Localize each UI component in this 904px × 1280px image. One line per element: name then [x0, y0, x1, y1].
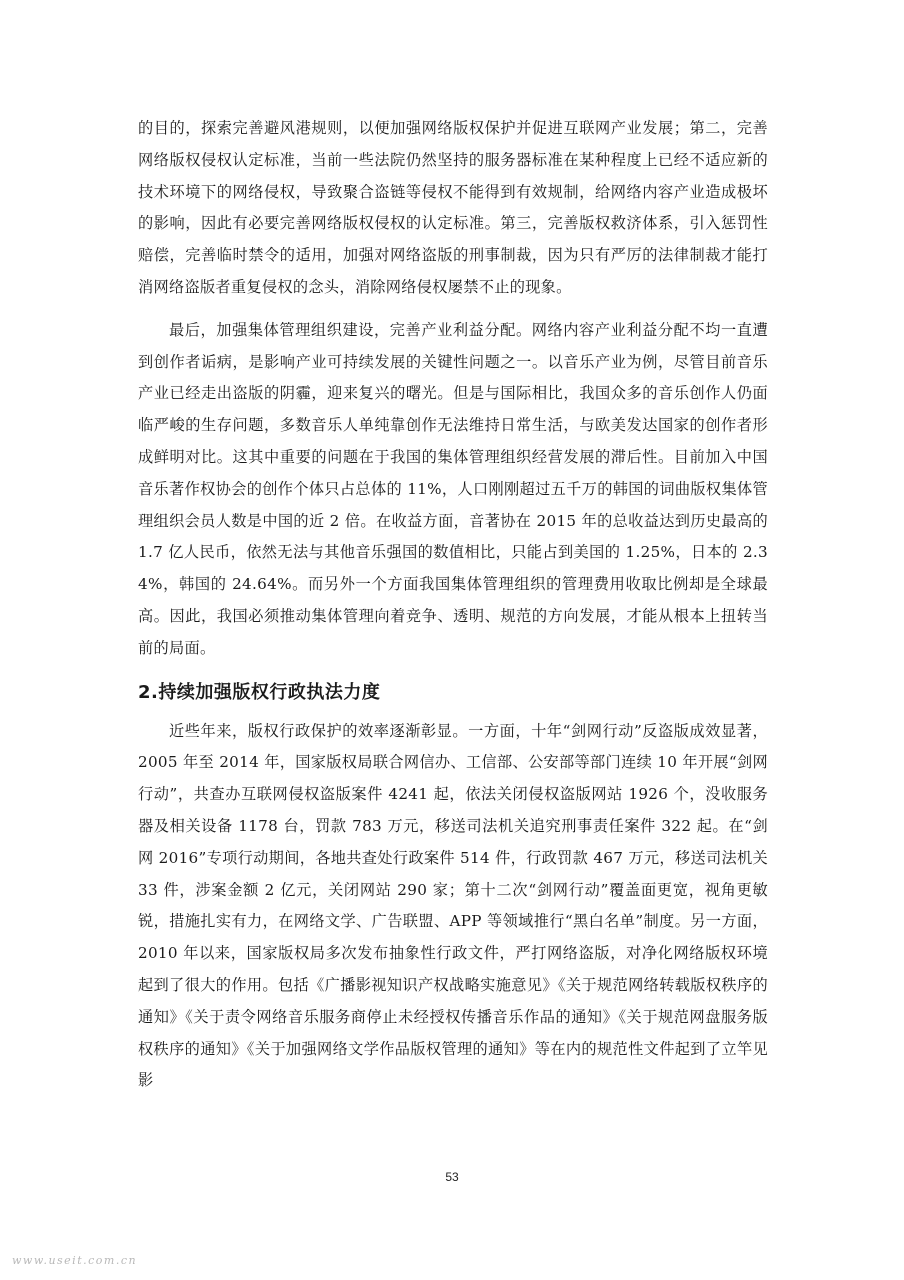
document-body	[138, 113, 768, 1097]
site-watermark: www.useit.com.cn	[12, 1254, 138, 1267]
paragraph-administrative-enforcement: 近些年来，版权行政保护的效率逐渐彰显。一方面，十年“剑网行动”反盗版成效显著，2005 年至 2014 年，国家版权局联合网信办、工信部、公安部等部门连续 10 年开展“剑网行动”，共查办互联网侵权盗版案件 4241 起，依法关闭侵权盗版网站 1926 个，没收服务器及相关设备 1178 台，罚款 783 万元，移送司法机关追究刑事责任案件 322 起。在“剑网 2016”专项行动期间，各地共查处行政案件 514 件，行政罚款 467 万元，移送司法机关 33 件，涉案金额 2 亿元，关闭网站 290 家；第十二次“剑网行动”覆盖面更宽，视角更敏锐，措施扎实有力，在网络文学、广告联盟、APP 等领域推行“黑白名单”制度。另一方面，2010 年以来，国家版权局多次发布抽象性行政文件，严打网络盗版，对净化网络版权环境起到了很大的作用。包括《广播影视知识产权战略实施意见》《关于规范网络转载版权秩序的通知》《关于责令网络音乐服务商停止未经授权传播音乐作品的通知》《关于规范网盘服务版权秩序的通知》《关于加强网络文学作品版权管理的通知》等在内的规范性文件起到了立竿见影	[138, 721, 768, 1090]
paragraph-collective-management: 最后，加强集体管理组织建设，完善产业利益分配。网络内容产业利益分配不均一直遭到创作者诟病，是影响产业可持续发展的关键性问题之一。以音乐产业为例，尽管目前音乐产业已经走出盗版的阴霾，迎来复兴的曙光。但是与国际相比，我国众多的音乐创作人仍面临严峻的生存问题，多数音乐人单纯靠创作无法维持日常生活，与欧美发达国家的创作者形成鲜明对比。这其中重要的问题在于我国的集体管理组织经营发展的滞后性。目前加入中国音乐著作权协会的创作个体只占总体的 11%，人口刚刚超过五千万的韩国的词曲版权集体管理组织会员人数是中国的近 2 倍。在收益方面，音著协在 2015 年的总收益达到历史最高的 1.7 亿人民币，依然无法与其他音乐强国的数值相比，只能占到美国的 1.25%，日本的 2.34%，韩国的 24.64%。而另外一个方面我国集体管理组织的管理费用收取比例却是全球最高。因此，我国必须推动集体管理向着竞争、透明、规范的方向发展，才能从根本上扭转当前的局面。	[138, 320, 768, 657]
paragraph-continuation: 的目的，探索完善避风港规则，以便加强网络版权保护并促进互联网产业发展；第二，完善网络版权侵权认定标准，当前一些法院仍然坚持的服务器标准在某种程度上已经不适应新的技术环境下的网络侵权，导致聚合盗链等侵权不能得到有效规制，给网络内容产业造成极坏的影响，因此有必要完善网络版权侵权的认定标准。第三，完善版权救济体系，引入惩罚性赔偿，完善临时禁令的适用，加强对网络盗版的刑事制裁，因为只有严厉的法律制裁才能打消网络盗版者重复侵权的念头，消除网络侵权屡禁不止的现象。	[138, 119, 768, 296]
page-number: 53	[445, 1170, 459, 1184]
section-heading: 2.持续加强版权行政执法力度	[138, 681, 381, 703]
